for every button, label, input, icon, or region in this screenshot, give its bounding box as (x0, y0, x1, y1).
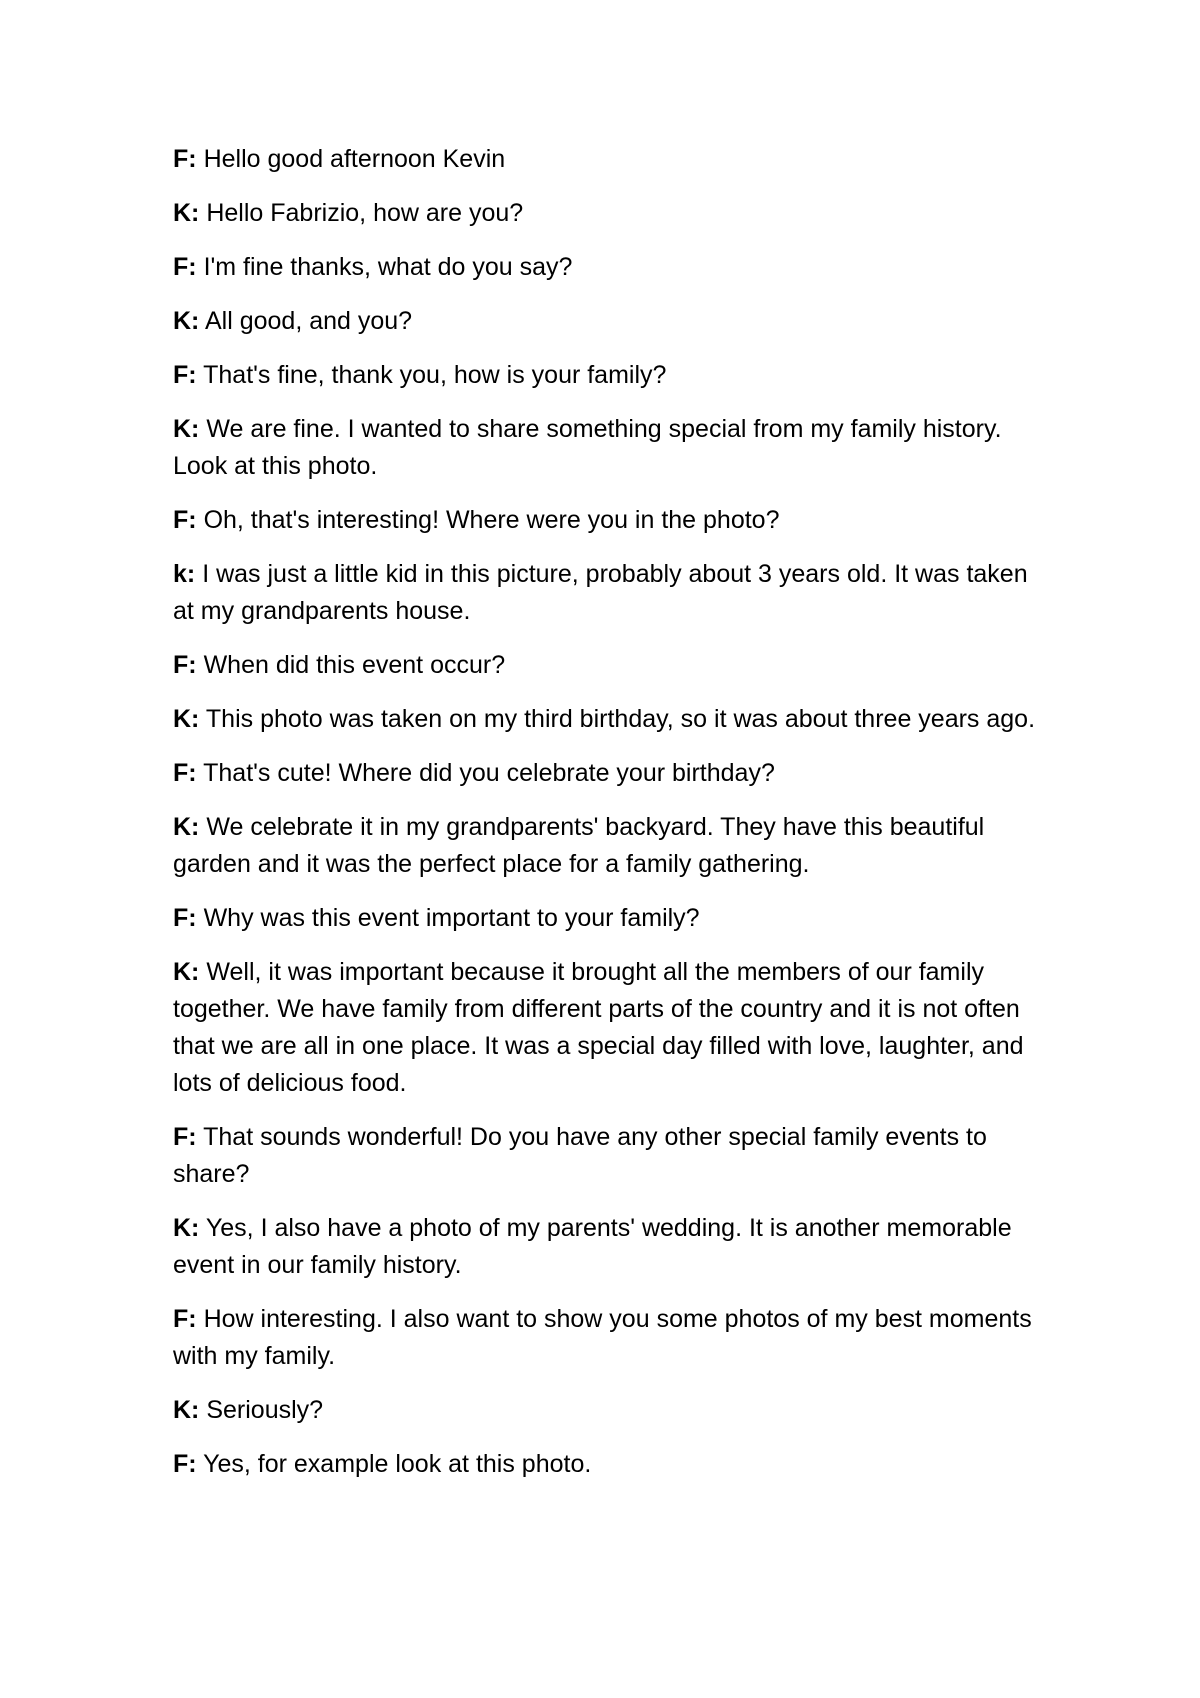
dialogue-line (173, 303, 1053, 340)
utterance-text: Yes, I also have a photo of my parents' wedding. It is another memorable event in our family history. (173, 1214, 1012, 1279)
utterance-text: How interesting. I also want to show you some photos of my best moments with my family. (173, 1305, 1032, 1370)
dialogue-line (173, 195, 1053, 232)
utterance-text: We are fine. I wanted to share something special from my family history. Look at this photo. (173, 415, 1002, 480)
utterance-text: I was just a little kid in this picture, probably about 3 years old. It was taken at my grandparents house. (173, 560, 1028, 625)
speaker-label: F: (173, 759, 197, 787)
dialogue-line (173, 1392, 1053, 1429)
dialogue-line (173, 249, 1053, 286)
dialogue-line (173, 701, 1053, 738)
speaker-label: K: (173, 705, 200, 733)
utterance-text: That's fine, thank you, how is your family? (203, 361, 667, 389)
dialogue-line (173, 556, 1053, 630)
speaker-label: K: (173, 415, 200, 443)
utterance-text: Yes, for example look at this photo. (203, 1450, 592, 1478)
speaker-label: F: (173, 1450, 197, 1478)
speaker-label: K: (173, 813, 200, 841)
utterance-text: Hello good afternoon Kevin (203, 145, 506, 173)
utterance-text: I'm fine thanks, what do you say? (203, 253, 573, 281)
utterance-text: We celebrate it in my grandparents' backyard. They have this beautiful garden and it was the perfect place for a family gathering. (173, 813, 985, 878)
speaker-label: K: (173, 199, 200, 227)
dialogue-line (173, 954, 1053, 1102)
speaker-label: F: (173, 253, 197, 281)
utterance-text: Well, it was important because it brought all the members of our family together. We have family from different parts of the country and it is not often that we are all in one place. It was a special day filled with love, laughter, and lots of delicious food. (173, 958, 1024, 1097)
utterance-text: When did this event occur? (203, 651, 506, 679)
dialogue-line (173, 502, 1053, 539)
speaker-label: F: (173, 904, 197, 932)
dialogue-line (173, 141, 1053, 178)
utterance-text: Why was this event important to your family? (203, 904, 700, 932)
speaker-label: F: (173, 651, 197, 679)
dialogue-line (173, 647, 1053, 684)
dialogue-line (173, 1119, 1053, 1193)
speaker-label: F: (173, 1123, 197, 1151)
utterance-text: Hello Fabrizio, how are you? (206, 199, 524, 227)
speaker-label: F: (173, 145, 197, 173)
speaker-label: K: (173, 958, 200, 986)
speaker-label: k: (173, 560, 196, 588)
dialogue-line (173, 357, 1053, 394)
dialogue-transcript (173, 141, 1053, 1500)
utterance-text: All good, and you? (204, 307, 413, 335)
dialogue-line (173, 1210, 1053, 1284)
dialogue-line (173, 900, 1053, 937)
utterance-text: This photo was taken on my third birthday, so it was about three years ago. (205, 705, 1036, 733)
dialogue-line (173, 411, 1053, 485)
speaker-label: F: (173, 361, 197, 389)
dialogue-line (173, 1446, 1053, 1483)
utterance-text: Seriously? (206, 1396, 324, 1424)
speaker-label: K: (173, 307, 200, 335)
utterance-text: Oh, that's interesting! Where were you in the photo? (203, 506, 780, 534)
utterance-text: That's cute! Where did you celebrate your birthday? (203, 759, 775, 787)
speaker-label: K: (173, 1214, 200, 1242)
dialogue-line (173, 809, 1053, 883)
speaker-label: F: (173, 1305, 197, 1333)
dialogue-line (173, 1301, 1053, 1375)
speaker-label: K: (173, 1396, 200, 1424)
speaker-label: F: (173, 506, 197, 534)
dialogue-line (173, 755, 1053, 792)
utterance-text: That sounds wonderful! Do you have any other special family events to share? (173, 1123, 987, 1188)
